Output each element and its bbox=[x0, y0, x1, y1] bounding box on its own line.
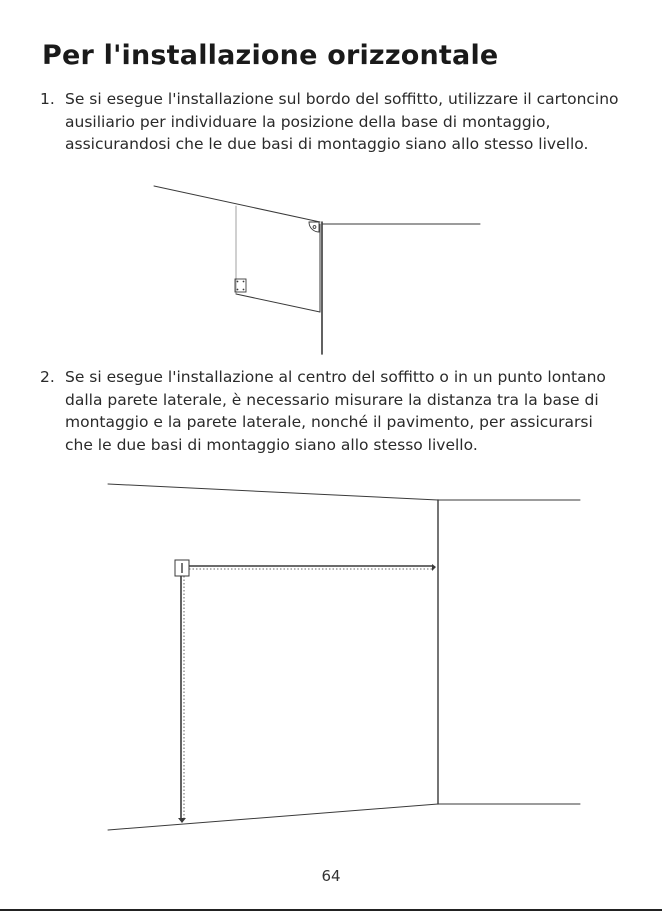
ceiling-edge-installation-diagram bbox=[150, 184, 490, 356]
mounting-base-icon bbox=[309, 222, 319, 232]
ceiling-center-installation-diagram bbox=[104, 478, 584, 838]
vertical-tape-measure bbox=[178, 576, 186, 823]
page-number: 64 bbox=[321, 867, 341, 885]
step-text: Se si esegue l'installazione sul bordo del soffitto, utilizzare il cartoncino ausiliario per individuare la posizione della base di montaggio, assicurandosi che le due basi di montaggio siano allo stesso livello. bbox=[65, 90, 619, 153]
page-title: Per l'installazione orizzontale bbox=[42, 40, 499, 71]
instruction-step-2 bbox=[40, 366, 625, 456]
bottom-divider bbox=[0, 909, 662, 911]
step-number: 1. bbox=[40, 90, 55, 108]
horizontal-tape-measure bbox=[189, 564, 436, 571]
step-text: Se si esegue l'installazione al centro del soffitto o in un punto lontano dalla parete laterale, è necessario misurare la distanza tra la base di montaggio e la parete laterale, nonché il pavimento, per assicurarsi che le due basi di montaggio siano allo stesso livello. bbox=[65, 368, 606, 454]
mounting-base-icon bbox=[175, 560, 189, 576]
step-number: 2. bbox=[40, 368, 55, 386]
instruction-step-1 bbox=[40, 88, 625, 156]
